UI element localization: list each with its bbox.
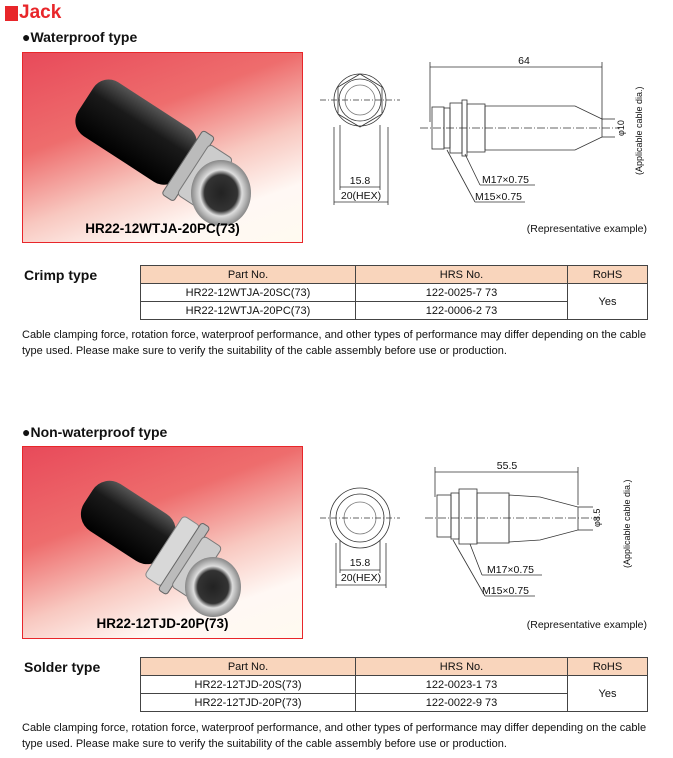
dimension-drawing-waterproof <box>310 50 660 220</box>
dim-hex-outer: 20(HEX) <box>340 190 382 202</box>
part-no: HR22-12WTJA-20SC(73) <box>141 284 356 302</box>
hrs-no: 122-0022-9 73 <box>356 694 568 712</box>
representative-note: (Representative example) <box>526 223 647 235</box>
dim-length: 55.5 <box>496 460 518 472</box>
product-photo-non-waterproof <box>22 446 303 639</box>
performance-note: Cable clamping force, rotation force, waterproof performance, and other types of performance may differ depending on the cable type used. Please make sure to verify the suitability of the cable assembly before use or production. <box>22 329 647 357</box>
dim-cable-dia: φ10 <box>616 120 626 136</box>
connector-image <box>23 53 302 242</box>
col-part-no: Part No. <box>141 658 356 676</box>
dim-thread1: M17×0.75 <box>487 564 534 576</box>
performance-note: Cable clamping force, rotation force, waterproof performance, and other types of performance may differ depending on the cable type used. Please make sure to verify the suitability of the cable assembly before use or production. <box>22 722 647 750</box>
col-hrs-no: HRS No. <box>356 658 568 676</box>
section-heading <box>5 2 61 24</box>
part-no: HR22-12TJD-20S(73) <box>141 676 356 694</box>
product-photo-waterproof <box>22 52 303 243</box>
table-row <box>141 676 648 694</box>
part-no: HR22-12WTJA-20PC(73) <box>141 302 356 320</box>
col-hrs-no: HRS No. <box>356 266 568 284</box>
photo-caption: HR22-12TJD-20P(73) <box>96 616 229 631</box>
part-no: HR22-12TJD-20P(73) <box>141 694 356 712</box>
col-part-no: Part No. <box>141 266 356 284</box>
parts-table <box>140 657 648 712</box>
parts-table <box>140 265 648 320</box>
dim-thread2: M15×0.75 <box>475 191 522 203</box>
hrs-no: 122-0025-7 73 <box>356 284 568 302</box>
cable-note: (Applicable cable dia.) <box>634 86 644 175</box>
dim-thread2: M15×0.75 <box>482 585 529 597</box>
representative-note: (Representative example) <box>526 619 647 631</box>
dim-thread1: M17×0.75 <box>482 174 529 186</box>
rohs-value: Yes <box>568 284 648 320</box>
col-rohs: RoHS <box>568 658 648 676</box>
dim-hex-outer: 20(HEX) <box>340 572 382 584</box>
table-label: Solder type <box>24 659 101 675</box>
dim-length: 64 <box>518 55 530 67</box>
connector-image <box>23 447 302 638</box>
non-waterproof-subtitle: ●Non-waterproof type <box>22 424 168 440</box>
waterproof-subtitle: ●Waterproof type <box>22 29 138 45</box>
heading-text: Jack <box>19 2 62 23</box>
table-label: Crimp type <box>24 267 98 283</box>
dim-hex-inner: 15.8 <box>349 557 371 569</box>
col-rohs: RoHS <box>568 266 648 284</box>
cable-note: (Applicable cable dia.) <box>622 479 632 568</box>
hrs-no: 122-0023-1 73 <box>356 676 568 694</box>
dim-cable-dia: φ8.5 <box>592 508 602 527</box>
dim-hex-inner: 15.8 <box>349 175 371 187</box>
dimension-drawing-non-waterproof <box>310 455 660 605</box>
table-row <box>141 284 648 302</box>
photo-caption: HR22-12WTJA-20PC(73) <box>85 221 240 236</box>
rohs-value: Yes <box>568 676 648 712</box>
hrs-no: 122-0006-2 73 <box>356 302 568 320</box>
red-square-icon <box>5 6 18 21</box>
